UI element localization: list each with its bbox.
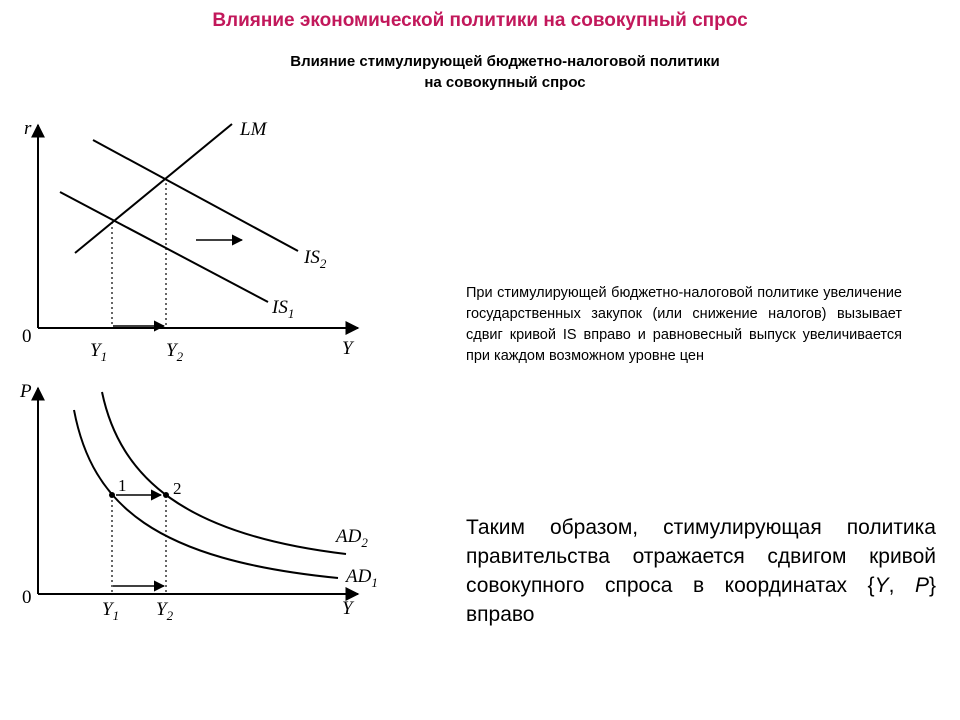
point-2-marker: [163, 492, 169, 498]
is2-label: $IS_2$: [304, 247, 327, 271]
explanation-text: При стимулирующей бюджетно-налоговой политике увеличение государственных закупок (или снижение налогов) вызывает сдвиг кривой IS вправо и равновесный выпуск увеличивается при каждом возможном уровне цен: [466, 285, 902, 364]
origin-top-label: 0: [22, 326, 32, 347]
conclusion-part-2: } вправо: [466, 574, 936, 626]
lm-label: LM: [240, 119, 267, 140]
origin-bottom-label: 0: [22, 587, 32, 608]
conclusion-part-1: Таким образом, стимулирующая политика правительства отражается сдвигом кривой совокупного спроса в координатах {: [466, 516, 936, 597]
slide-title: Влияние экономической политики на совокупный спрос: [212, 10, 748, 31]
is1-curve: [60, 192, 268, 302]
y1-bottom-label: $Y_1$: [102, 599, 120, 623]
conclusion-var-p: P: [914, 574, 929, 597]
ad2-label: $AD_2$: [336, 526, 368, 550]
y2-top-label: $Y_2$: [166, 340, 184, 364]
is1-label: $IS_1$: [272, 297, 295, 321]
conclusion-comma: ,: [888, 574, 915, 597]
point-1-marker: [109, 492, 115, 498]
ad2-curve: [102, 392, 346, 554]
y-axis-bottom-label: Y: [342, 598, 353, 619]
y-axis-top-label: Y: [342, 338, 353, 359]
subtitle-line-2: на совокупный спрос: [424, 74, 586, 91]
conclusion-text: [466, 513, 936, 629]
y2-bottom-label: $Y_2$: [156, 599, 174, 623]
is2-curve: [93, 140, 298, 251]
r-axis-label: r: [24, 118, 32, 139]
islm-graph: [38, 124, 358, 328]
ad1-label: $AD_1$: [346, 566, 378, 590]
conclusion-var-y: Y: [874, 574, 889, 597]
p-axis-label: P: [20, 381, 32, 402]
y1-top-label: $Y_1$: [90, 340, 108, 364]
point-2-label: 2: [173, 479, 182, 498]
subtitle-line-1: Влияние стимулирующей бюджетно-налоговой политики: [290, 53, 720, 70]
ad-graph: [38, 388, 358, 594]
point-1-label: 1: [118, 476, 127, 495]
